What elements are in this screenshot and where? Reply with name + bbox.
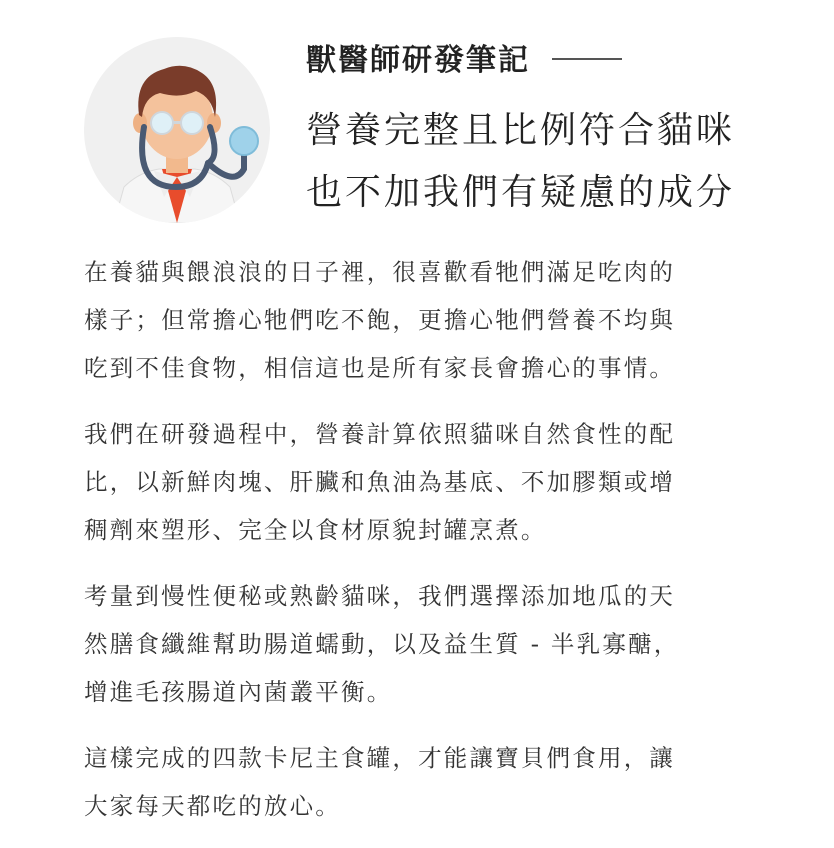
kicker-divider-line	[552, 58, 622, 60]
paragraph-line: 比，以新鮮肉塊、肝臟和魚油為基底、不加膠類或增	[84, 468, 676, 496]
header	[306, 36, 776, 224]
paragraph-line: 稠劑來塑形、完全以食材原貌封罐烹煮。	[84, 516, 547, 544]
veterinarian-avatar	[84, 37, 270, 223]
paragraph-line: 在養貓與餵浪浪的日子裡，很喜歡看牠們滿足吃肉的	[84, 258, 676, 286]
headline	[306, 100, 776, 224]
kicker-row	[306, 36, 776, 78]
paragraph-line: 考量到慢性便秘或熟齡貓咪，我們選擇添加地瓜的天	[84, 582, 676, 610]
body-text	[84, 248, 764, 848]
headline-line: 也不加我們有疑慮的成分	[306, 172, 736, 213]
veterinarian-with-stethoscope-icon	[84, 37, 270, 223]
headline-line: 營養完整且比例符合貓咪	[306, 110, 736, 151]
paragraph-line: 樣子；但常擔心牠們吃不飽，更擔心牠們營養不均與	[84, 306, 676, 334]
paragraph-line: 我們在研發過程中，營養計算依照貓咪自然食性的配	[84, 420, 676, 448]
paragraph-line: 大家每天都吃的放心。	[84, 792, 341, 820]
paragraph-line: 增進毛孩腸道內菌叢平衡。	[84, 678, 393, 706]
section-kicker: 獸醫師研發筆記	[306, 43, 530, 78]
paragraph-line: 吃到不佳食物，相信這也是所有家長會擔心的事情。	[84, 354, 676, 382]
paragraph-line: 這樣完成的四款卡尼主食罐，才能讓寶貝們食用，讓	[84, 744, 676, 772]
paragraph	[84, 410, 764, 554]
paragraph	[84, 572, 764, 716]
paragraph	[84, 734, 764, 830]
paragraph-line: 然膳食纖維幫助腸道蠕動，以及益生質 - 半乳寡醣，	[84, 630, 680, 658]
paragraph	[84, 248, 764, 392]
